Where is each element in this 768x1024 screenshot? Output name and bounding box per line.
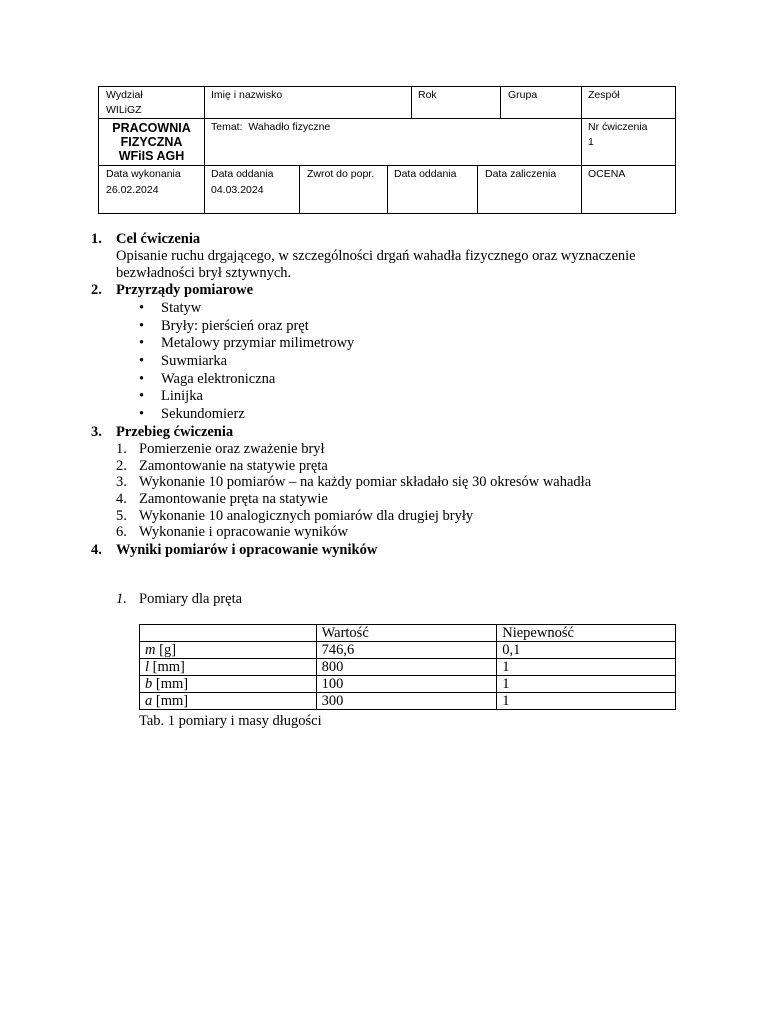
ocena-label: OCENA	[588, 168, 626, 180]
instrument-item: Linijka	[161, 388, 203, 404]
bullet: •	[139, 388, 145, 404]
quantity-cell	[140, 693, 317, 710]
step-number: 1.	[116, 441, 127, 457]
quantity-cell	[140, 676, 317, 693]
report-header-table	[98, 86, 676, 214]
pracownia-line-2: FIZYCZNA	[120, 135, 183, 149]
data-oddania-value: 04.03.2024	[211, 184, 264, 196]
instrument-item: Waga elektroniczna	[161, 371, 276, 387]
step-number: 6.	[116, 524, 127, 540]
table-row	[140, 676, 676, 693]
section-1-text-line-2: bezwładności brył sztywnych.	[116, 265, 292, 281]
table-row	[140, 642, 676, 659]
data-wykonania-value: 26.02.2024	[106, 184, 159, 196]
section-4-title: Wyniki pomiarów i opracowanie wyników	[116, 542, 378, 558]
wydzial-value: WILiGZ	[106, 104, 142, 116]
temat-value: Wahadło fizyczne	[248, 121, 331, 133]
quantity-symbol: l	[145, 659, 150, 675]
quantity-unit: [mm]	[155, 676, 189, 692]
section-4-number: 4.	[91, 542, 102, 558]
zespol-label: Zespół	[588, 89, 620, 101]
instrument-item: Suwmiarka	[161, 353, 228, 369]
section-2-title: Przyrządy pomiarowe	[116, 282, 254, 298]
table-row	[140, 659, 676, 676]
uncertainty-cell: 0,1	[497, 642, 676, 659]
step-number: 3.	[116, 474, 127, 490]
name-label: Imię i nazwisko	[211, 89, 283, 101]
uncertainty-cell: 1	[497, 693, 676, 710]
quantity-symbol: m	[145, 642, 156, 658]
section-3-title: Przebieg ćwiczenia	[116, 424, 234, 440]
value-cell: 100	[316, 676, 497, 693]
data-oddania-label: Data oddania	[211, 168, 274, 180]
bullet: •	[139, 318, 145, 334]
instrument-item: Sekundomierz	[161, 406, 245, 422]
instrument-item: Statyw	[161, 300, 202, 316]
subsection-number: 1.	[116, 591, 127, 607]
step-number: 4.	[116, 491, 127, 507]
uncertainty-cell: 1	[497, 676, 676, 693]
step-item: Wykonanie 10 analogicznych pomiarów dla drugiej bryły	[139, 508, 474, 524]
section-1-number: 1.	[91, 231, 102, 247]
table-header-row	[140, 625, 676, 642]
zwrot-label: Zwrot do popr.	[307, 168, 375, 180]
subsection-title: Pomiary dla pręta	[139, 591, 243, 607]
rok-label: Rok	[418, 89, 437, 101]
bullet: •	[139, 353, 145, 369]
table-caption: Tab. 1 pomiary i masy długości	[139, 713, 322, 729]
value-cell: 300	[316, 693, 497, 710]
quantity-unit: [mm]	[155, 693, 189, 709]
step-item: Zamontowanie na statywie pręta	[139, 458, 328, 474]
instrument-item: Metalowy przymiar milimetrowy	[161, 335, 355, 351]
section-1-text-line-1: Opisanie ruchu drgającego, w szczególności drgań wahadła fizycznego oraz wyznaczenie	[116, 248, 636, 264]
quantity-cell	[140, 642, 317, 659]
table-header-cell: Niepewność	[497, 625, 676, 642]
section-2-number: 2.	[91, 282, 102, 298]
value-cell: 746,6	[316, 642, 497, 659]
step-item: Zamontowanie pręta na statywie	[139, 491, 328, 507]
grupa-label: Grupa	[508, 89, 538, 101]
data-wykonania-label: Data wykonania	[106, 168, 181, 180]
step-item: Wykonanie i opracowanie wyników	[139, 524, 348, 540]
quantity-unit: [g]	[159, 642, 177, 658]
bullet: •	[139, 300, 145, 316]
uncertainty-cell: 1	[497, 659, 676, 676]
section-3-number: 3.	[91, 424, 102, 440]
data-zaliczenia-label: Data zaliczenia	[485, 168, 557, 180]
pracownia-line-3: WFiIS AGH	[118, 149, 185, 163]
wydzial-label: Wydział	[106, 89, 143, 101]
step-item: Pomierzenie oraz zważenie brył	[139, 441, 325, 457]
measurements-table	[139, 624, 676, 710]
data-oddania-2-label: Data oddania	[394, 168, 457, 180]
bullet: •	[139, 406, 145, 422]
table-row	[140, 693, 676, 710]
temat-label: Temat:	[211, 121, 243, 133]
bullet: •	[139, 371, 145, 387]
pracownia-line-1: PRACOWNIA	[112, 121, 191, 135]
step-number: 2.	[116, 458, 127, 474]
quantity-unit: [mm]	[152, 659, 185, 675]
temat-field	[211, 120, 330, 135]
quantity-cell	[140, 659, 317, 676]
step-item: Wykonanie 10 pomiarów – na każdy pomiar składało się 30 okresów wahadła	[139, 474, 592, 490]
table-header-cell: Wartość	[316, 625, 497, 642]
value-cell: 800	[316, 659, 497, 676]
step-number: 5.	[116, 508, 127, 524]
nr-cwiczenia-value: 1	[588, 136, 594, 148]
bullet: •	[139, 335, 145, 351]
section-1-title: Cel ćwiczenia	[116, 231, 201, 247]
instrument-item: Bryły: pierścień oraz pręt	[161, 318, 309, 334]
quantity-symbol: a	[145, 693, 153, 709]
table-header-cell	[140, 625, 317, 642]
quantity-symbol: b	[145, 676, 153, 692]
nr-cwiczenia-label: Nr ćwiczenia	[588, 121, 648, 133]
pracownia-title	[99, 121, 204, 163]
